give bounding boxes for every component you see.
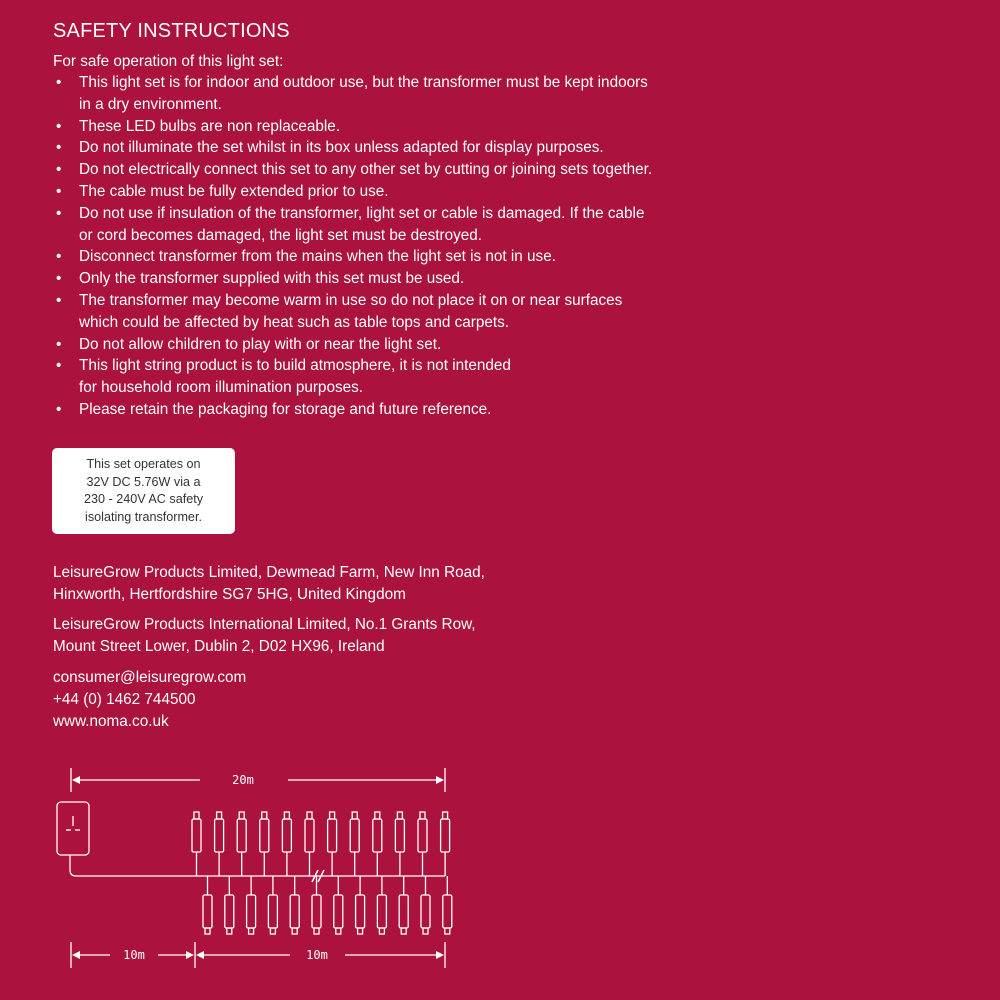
company-uk-address (53, 562, 485, 606)
led-bulb-upper (237, 812, 246, 876)
safety-instruction-line: • Disconnect transformer from the mains when the light set is not in use. (79, 248, 556, 266)
dim-20m-arrow-right (436, 776, 444, 784)
dim-total-label: 20m (232, 773, 254, 787)
led-bulb-lower (443, 876, 452, 934)
safety-instruction-item (53, 159, 713, 181)
safety-instruction-item (53, 72, 713, 116)
led-bulb-lower (399, 876, 408, 934)
dim-lit-arrow-left (196, 951, 204, 959)
safety-instruction-item (53, 268, 713, 290)
power-spec-box (52, 448, 235, 534)
safety-instruction-item (53, 399, 713, 421)
safety-instruction-line: • These LED bulbs are non replaceable. (79, 117, 341, 135)
safety-instructions-list (53, 72, 713, 421)
dim-20m-arrow-left (72, 776, 80, 784)
safety-instruction-line: • The cable must be fully extended prior to use. (79, 182, 389, 200)
led-bulb-lower (290, 876, 299, 934)
dim-lead-label: 10m (123, 948, 145, 962)
company-ie-line2: Mount Street Lower, Dublin 2, D02 HX96, Ireland (53, 638, 385, 655)
bulbs-lower-row (203, 876, 452, 934)
dim-lit-label: 10m (306, 948, 328, 962)
safety-instruction-item (53, 181, 713, 203)
safety-instruction-line: • Do not electrically connect this set to any other set by cutting or joining sets together. (79, 161, 653, 179)
led-bulb-lower (268, 876, 277, 934)
safety-instruction-item (53, 246, 713, 268)
led-bulb-lower (247, 876, 256, 934)
led-bulb-upper (441, 812, 450, 876)
led-bulb-upper (260, 812, 269, 876)
contact-email: consumer@leisuregrow.com (53, 669, 247, 686)
contact-details (53, 667, 246, 733)
company-uk-line1: LeisureGrow Products Limited, Dewmead Farm, New Inn Road, (53, 564, 485, 581)
safety-instruction-line: or cord becomes damaged, the light set must be destroyed. (79, 226, 483, 244)
dim-lit-arrow-right (436, 951, 444, 959)
bulbs-upper-row (192, 812, 450, 876)
led-bulb-lower (225, 876, 234, 934)
dim-lead-arrow-left (72, 951, 80, 959)
safety-title: SAFETY INSTRUCTIONS (53, 20, 290, 42)
contact-phone: +44 (0) 1462 744500 (53, 691, 196, 708)
company-ie-line1: LeisureGrow Products International Limited, No.1 Grants Row, (53, 616, 476, 633)
led-bulb-lower (312, 876, 321, 934)
safety-instruction-item (53, 116, 713, 138)
led-bulb-upper (215, 812, 224, 876)
power-spec-line: isolating transformer. (85, 509, 202, 524)
power-spec-line: 32V DC 5.76W via a (86, 474, 201, 489)
company-uk-line2: Hinxworth, Hertfordshire SG7 5HG, United Kingdom (53, 586, 406, 603)
safety-instruction-line: • Only the transformer supplied with this set must be used. (79, 270, 465, 288)
safety-instruction-line: • Do not use if insulation of the transformer, light set or cable is damaged. If the cable (79, 204, 645, 222)
safety-instruction-line: • Do not allow children to play with or near the light set. (79, 335, 442, 353)
contact-website: www.noma.co.uk (53, 713, 169, 730)
led-bulb-upper (350, 812, 359, 876)
power-spec-line: This set operates on (86, 457, 201, 471)
company-ie-address (53, 614, 476, 658)
safety-instruction-item (53, 334, 713, 356)
led-bulb-lower (356, 876, 365, 934)
safety-instruction-item (53, 203, 713, 247)
safety-instruction-line: • This light string product is to build atmosphere, it is not intended (79, 357, 511, 375)
safety-instruction-line: in a dry environment. (79, 95, 222, 113)
led-bulb-lower (421, 876, 430, 934)
safety-instruction-line: which could be affected by heat such as table tops and carpets. (79, 313, 510, 331)
safety-instruction-line: • This light set is for indoor and outdoor use, but the transformer must be kept indoors (79, 74, 648, 91)
safety-instruction-item (53, 355, 713, 399)
safety-instruction-item (53, 137, 713, 159)
led-bulb-upper (395, 812, 404, 876)
power-spec-line: 230 - 240V AC safety (83, 492, 203, 506)
safety-intro: For safe operation of this light set: (53, 53, 284, 70)
safety-instruction-line: • Do not illuminate the set whilst in its box unless adapted for display purposes. (79, 139, 604, 157)
led-bulb-lower (377, 876, 386, 934)
dim-lead-arrow-right (186, 951, 194, 959)
led-bulb-upper (282, 812, 291, 876)
safety-instruction-item (53, 290, 713, 334)
led-bulb-lower (334, 876, 343, 934)
plug-icon (57, 802, 445, 876)
led-bulb-upper (305, 812, 314, 876)
led-bulb-upper (192, 812, 201, 876)
light-set-diagram (0, 760, 1000, 1000)
led-bulb-lower (203, 876, 212, 934)
safety-instruction-line: • The transformer may become warm in use so do not place it on or near surfaces (79, 291, 623, 309)
led-bulb-upper (418, 812, 427, 876)
safety-instruction-line: • Please retain the packaging for storage and future reference. (79, 400, 492, 418)
led-bulb-upper (373, 812, 382, 876)
led-bulb-upper (328, 812, 337, 876)
safety-instruction-line: for household room illumination purposes. (79, 379, 364, 397)
